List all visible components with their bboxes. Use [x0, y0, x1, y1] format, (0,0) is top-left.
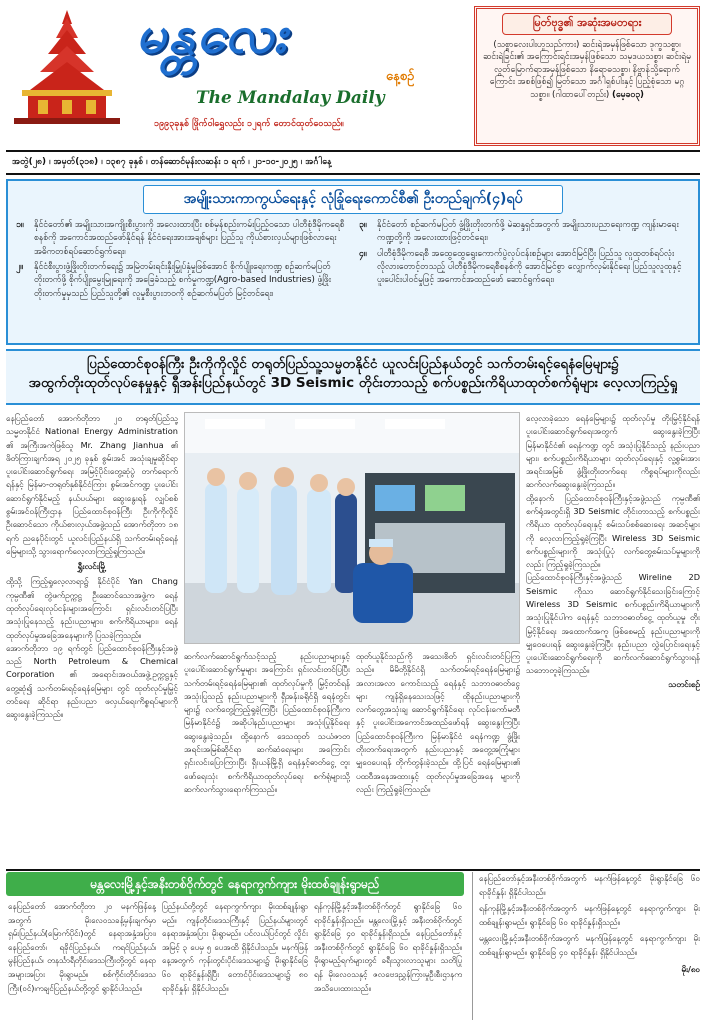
policy-columns	[16, 219, 690, 303]
article-paragraph: ပြည်ထောင်စုဝန်ကြီးနှင့်အဖွဲ့သည် Wireline 2D Seismic ကိုသာ ဆောင်ရွက်နိုင်သေးခြင်းကြောင့် Wireless 3D Seismic စက်ပစ္စည်းကိရိယာများကို အသုံးပြုနိုင်ပါက ရေနံနှင့် သဘာဝဓာတ်ငွေ့ ထုတ်ယူမှု တိုးမြှင့်နိုင်ရေး အထောက်အကူ ဖြစ်စေမည့် နည်းပညာများကို မျှဝေပေးရန် ဆွေးနွေးခဲ့ကြပြီး နည်းပညာ လွှဲပြောင်းရေးနှင့် ပူးပေါင်းဆောင်ရွက်ရေးကို ဆက်လက်ဆောင်ရွက်သွားရန် သဘောတူခဲ့ကြသည်။	[526, 572, 700, 676]
weather-column-2: ပြည်နယ်တို့တွင် နေရာကွက်ကျား မိုးထစ်ချုန်းရွာမည်။ ကျန်တိုင်းဒေသကြီးနှင့် ပြည်နယ်များတွင် နေရာအနှံ့အပြား မိုးရွာမည်။ ပင်လယ်ပြင်တွင် လှိုင်းအမြင့် ၃ ပေမှ ၅ ပေအထိ ရှိနိုင်ပါသည်။ မနက်ဖြန်နေ့အတွက် ကုန်းတွင်းပိုင်းဒေသများ၌ မိုးရွာနိုင်ခြေ ၆၀ ရာခိုင်နှုန်းရှိပြီး တောင်ပိုင်းဒေသများ၌ ၈၀ ရာခိုင်နှုန်း ရှိနိုင်ပါသည်။	[162, 902, 308, 993]
article-credit: သတင်းစဉ်	[668, 678, 700, 689]
forecast-signoff: မိုး/၈၀	[681, 964, 700, 974]
english-title: The Mandalay Daily	[196, 88, 385, 108]
forecast-item: မန္တလေးမြို့နှင့်အနီးတစ်ဝိုက်အတွက် မနက်ဖြန်နေ့တွင် နေရာကွက်ကျား မိုးထစ်ချုန်းရွာမည်။ ရွာနိုင်ခြေ ၄၀ ရာခိုင်နှုန်း ရှိနိုင်ပါသည်။	[479, 934, 700, 957]
policy-right	[359, 219, 690, 303]
policy-item	[16, 261, 347, 301]
policy-item	[359, 248, 690, 288]
headline-line-1: ပြည်ထောင်စုဝန်ကြီး ဦးကိုကိုလှိုင် တရုတ်ပြည်သူ့သမ္မတနိုင်ငံ ယူလင်းပြည်နယ်တွင် သက်တမ်းရင့်ရေနံမြေများ၌	[87, 356, 619, 372]
motto-title: မြတ်ဗုဒ္ဓ၏ အဆုံးအမတရား	[502, 13, 672, 35]
policy-num: ၄။	[359, 248, 367, 259]
motto-body	[483, 39, 691, 101]
policy-num: ၂။	[16, 261, 23, 272]
brand-suffix: နေ့စဉ်	[386, 69, 415, 84]
article-photo	[184, 412, 520, 644]
dateline: အတွဲ(၂၈) ၊ အမှတ်(၃၁၈) ၊ ၁၃၈၇ ခုနှစ် ၊ တန်ဆောင်မုန်းလဆန်း ၁ ရက် ၊ ၂၁-၁၀-၂၀၂၅ ၊ အင်္ဂါနေ့	[6, 150, 700, 175]
policy-text: နိုင်ငံတော်၏ အမျိုးသားအကျိုးစီးပွားကို အလေးထားပြီး စစ်မှန်စည်းကမ်းပြည့်ဝသော ပါတီစုံဒီမိုကရေစီစနစ်ကို အကောင်အထည်ဖော်နိုင်ရန် နိုင်ငံရေးအားအချစ်များ ပြည်သူ ကိုယ်စားလှယ်များဖြစ်လာရေး အဓိကတစ်ရပ်ဆောင်ရွက်ရေး၊	[34, 220, 345, 257]
motto-ref: (မေ့ခ၀၃)	[612, 89, 644, 100]
motto-box	[474, 6, 700, 146]
policy-item	[359, 219, 690, 246]
weather-column-3: ရန်ကုန်မြို့နှင့်အနီးတစ်ဝိုက်တွင် ရွာနိုင်ခြေ ၆၀ ရာခိုင်နှုန်းရှိသည်။ မန္တလေးမြို့နှင့် အနီးတစ်ဝိုက်တွင် ရွာနိုင်ခြေ ၄၀ ရာခိုင်နှုန်းရှိသည်။ နေပြည်တော်နှင့် အနီးတစ်ဝိုက်တွင် ရွာနိုင်ခြေ ၆၀ ရာခိုင်နှုန်းရှိသည်။ မိုးရွာမည့်ရက်များတွင် ခရီးသွားလာသူများ သတိပြုရန် မိုးလေဝသနှင့် ဇလဗေဒညွှန်ကြားမှုဦးစီးဌာနက အသိပေးထားသည်။	[314, 902, 462, 993]
headline-line-2: အထွက်တိုးထုတ်လုပ်နေမှုနှင့် ရှီအန်းပြည်နယ်တွင် 3D Seismic တိုင်းတာသည့် စက်ပစ္စည်းကိရိယာထုတ်စက်ရုံများ လေ့လာကြည့်ရှု	[28, 374, 678, 391]
forecast-item: နေပြည်တော်နှင့်အနီးတစ်ဝိုက်အတွက် မနက်ဖြန်နေ့တွင် မိုးရွာနိုင်ခြေ ၆၀ ရာခိုင်နှုန်း ရှိနိုင်ပါသည်။	[479, 874, 700, 897]
article-column-mid-2: ထုတ်ယူနိုင်သည်ကို အသေးစိတ် ရှင်းလင်းတင်ပြကြသည်။ မိမိတို့နိုင်ငံရှိ သက်တမ်းရင့်ရေနံမြေများ၌ အလားအလာ ကောင်းသည့် ရေနံနှင့် သဘာဝဓာတ်ငွေ့ များ ကျန်ရှိနေသေးသဖြင့် ထိုနည်းပညာများကို လက်တွေ့အသုံးချ ဆောင်ရွက်နိုင်ရေး လုပ်ငန်းကော်မတီနှင့် ပူးပေါင်းအကောင်အထည်ဖော်ရန် ဆွေးနွေးကြပြီး ပြည်ထောင်စုဝန်ကြီးက မြန်မာနိုင်ငံ ရေနံကဏ္ဍ ဖွံ့ဖြိုးတိုးတက်ရေးအတွက် နည်းပညာနှင့် အတွေ့အကြုံများ မျှဝေပေးရန် တိုက်တွန်းခဲ့သည်။ ထို့ပြင် ရေနံမြေများ၏ ပထဝီအနေအထားနှင့် ထုတ်လုပ်မှုအခြေအနေ များကိုလည်း ကြည့်ရှုခဲ့ကြသည်။	[356, 651, 520, 794]
policy-text: နိုင်ငံစီးပွားဖွံ့ဖြိုးတိုးတက်ရေး၌ အမြဲတမ်းရင်းနှီးမြှုပ်နှံမှုဖြစ်အောင် စိုက်ပျိုးရေးကဏ္ဍ စဉ်ဆက်မပြတ်တိုးတက်ဖို့ စိုက်ပျိုးမွေးမြူရေးကို အခြေခံသည့် စက်မှုကဏ္ဍ(Agro-based Industries) ဖွံ့ဖြိုးတိုးတက်မှုမှသည် ပြည်သူတို့၏ လူမှုစီးပွားဘဝကို စဉ်ဆက်မပြတ် မြင့်တင်ရေး၊	[34, 261, 331, 299]
article-paragraph: ထို့သို့ ကြည့်ရှုလေ့လာရာ၌ နိုင်ငံပိုင် Yan Chang ကုမ္ပဏီ၏ တွဲဖက်ဥက္ကဋ္ဌ ဦးဆောင်သောအဖွဲ့က ရေနံ ထုတ်လုပ်ရေးလုပ်ငန်းများအကြောင်း ရှင်းလင်းတင်ပြပြီး အသုံးပြုနေသည့် နည်းပညာများ၊ စက်ကိရိယာများ၊ ရေနံထုတ်လုပ်မှုအခြေအနေများကို ပြသခဲ့ကြသည်။	[6, 576, 178, 640]
article-subhead: ရွှီးလင်းမြို့	[77, 561, 107, 572]
article-column-left	[6, 412, 178, 864]
article-paragraph: လေ့လာခဲ့သော ရေနံမြေများ၌ ထုတ်လုပ်မှု တိုးမြှင့်နိုင်ရန် ပူးပေါင်းဆောင်ရွက်ရေးအတွက် ဆွေးနွေးခဲ့ကြပြီး မြန်မာနိုင်ငံ၏ ရေနံကဏ္ဍ တွင် အသုံးပြုနိုင်သည့် နည်းပညာများ၊ စက်ပစ္စည်းကိရိယာများ ထုတ်လုပ်ရေးနှင့် လူ့စွမ်းအားအရင်းအမြစ် ဖွံ့ဖြိုးတိုးတက်ရေး ကိစ္စရပ်များကိုလည်း ဆက်လက်ဆွေးနွေးခဲ့ကြသည်။	[526, 413, 700, 490]
policy-item	[16, 219, 347, 259]
policy-left	[16, 219, 347, 303]
weather-forecast-box	[472, 872, 700, 1020]
palace-logo	[8, 8, 126, 128]
main-headline	[6, 349, 700, 405]
policy-num: ၁။	[16, 220, 24, 230]
policy-num: ၃။	[359, 220, 367, 230]
policy-text: နိုင်ငံတော် စဉ်ဆက်မပြတ် ဖွံ့ဖြိုးတိုးတက်ဖို့ မဲဆန္ဒရှင်အတွက် အမျိုးသားပညာရေးကဏ္ဍ ကျန်းမာရေးကဏ္ဍတို့ကို အလေးထားဖြင့်တင်ရေး၊	[377, 220, 679, 244]
weather-column-1: နေပြည်တော် အောက်တိုဘာ ၂၀ မနက်ဖြန်နေ့အတွက် မိုးလေဝသခန့်မှန်းချက်မှာ ရှမ်းပြည်နယ်(မြောက်ပိုင်း)တွင် နေရာအနှံ့အပြား၊ နေပြည်တော်၊ ရခိုင်ပြည်နယ်၊ ကရင်ပြည်နယ်၊ မွန်ပြည်နယ်၊ တနင်္သာရီတိုင်းဒေသကြီးတို့တွင် နေရာအများအပြား မိုးရွာမည်။ စစ်ကိုင်းတိုင်းဒေသကြီး(ဝင်)၊ကချင်ပြည်နယ်တို့တွင် ရွာနိုင်ပါသည်။	[8, 902, 156, 993]
article-paragraph: ထို့နောက် ပြည်ထောင်စုဝန်ကြီးနှင့်အဖွဲ့သည် ကုမ္ပဏီ၏ စက်ရုံအတွင်းရှိ 3D Seismic တိုင်းတာသည့် စက်ပစ္စည်းကိရိယာ ထုတ်လုပ်ရေးနှင့် စမ်းသပ်စစ်ဆေးရေး အဆင့်များကို လေ့လာကြည့်ရှုခဲ့ကြပြီး Wireless 3D Seismic စက်ပစ္စည်းများကို အသုံးပြုပုံ လက်တွေ့စမ်းသပ်မှုများကိုလည်း ကြည့်ရှုခဲ့ကြသည်။	[526, 492, 700, 570]
policy-text: ပါတီစုံဒီမိုကရေစီ အထွေထွေရွေးကောက်ပွဲလုပ်ငန်းစဉ်များ အောင်မြင်ပြီး ပြည်သူ လူထုတစ်ရပ်လုံး လိုလားတောင့်တသည့် ပါတီစုံဒီမိုကရေစီစနစ်ကို အောင်မြင်စွာ လျှောက်လှမ်းနိုင်ရေး ပြည်သူလူထုနှင့် ပူးပေါင်းပါဝင်မှုဖြင့် အကောင်အထည်ဖော် ဆောင်ရွက်ရေး၊	[377, 248, 682, 286]
article-paragraph: အောက်တိုဘာ ၁၉ ရက်တွင် ပြည်ထောင်စုဝန်ကြီးနှင့်အဖွဲ့သည် North Petroleum & Chemical Corporation ၏ အရောင်းအဝယ်အဖွဲ့ဥက္ကဋ္ဌနှင့် တွေ့ဆုံ၍ သက်တမ်းရင့်ရေနံမြေများ တွင် ထုတ်လုပ်မှုမြှင့်တင်ရေး ဆိုင်ရာ နည်းပညာ ဖလှယ်ရေးကိစ္စရပ်များကို ဆွေးနွေးခဲ့ကြသည်။	[6, 642, 178, 720]
article-column-mid-1: ဆက်လက်ဆောင်ရွက်သင့်သည့် နည်းပညာများနှင့် ပူးပေါင်းဆောင်ရွက်မှုများ အကြောင်း ရှင်းလင်းတင်ပြပြီး သက်တမ်းရင့်ရေနံမြေများ၏ ထုတ်လုပ်မှုကို မြှင့်တင်ရန် အသုံးပြုသည့် နည်းပညာများကို ရှီအန်းခရိုင်ရှိ ရေနံတွင်းများ၌ လက်တွေ့ကြည့်ရှုခဲ့ကြပြီး ပြည်ထောင်စုဝန်ကြီးက မြန်မာနိုင်ငံ၌ အဆိုပါနည်းပညာများ အသုံးပြုနိုင်ရေး ဆွေးနွေးခဲ့သည်။ ထို့နောက် ဒေသထုတ် သယံဇာတ အရင်းအမြစ်ဆိုင်ရာ ဆက်ဆံရေးများ အကြောင်း ရှင်းလင်းပြောကြားပြီး ရှီးယန်မြို့ရှိ ရေနံနှင့်ဓာတ်ငွေ့ တူးဖော်ရေးသုံး စက်ကိရိယာထုတ်လုပ်ရေး စက်ရုံများသို့ ဆက်လက်သွားရောက်ကြသည်။	[184, 651, 350, 794]
policy-box	[6, 179, 700, 345]
policy-title: အမျိုးသားကာကွယ်ရေးနှင့် လုံခြုံရေးကောင်စီ၏ ဦးတည်ချက်(၄)ရပ်	[143, 185, 563, 214]
brand-name: မန္တလေး	[136, 4, 289, 65]
forecast-item: ရန်ကုန်မြို့နှင့်အနီးတစ်ဝိုက်အတွက် မနက်ဖြန်နေ့တွင် နေရာကွက်ကျား မိုးထစ်ချုန်းရွာမည်။ ရွာနိုင်ခြေ ၆၀ ရာခိုင်နှုန်းရှိသည်။	[479, 904, 700, 927]
article-column-right	[526, 412, 700, 864]
motto-text: (သစ္စာလေးပါးဟူသည်ကား) ဆင်းရဲအမှန်ဖြစ်သော ဒုက္ခသစ္စာ၊ ဆင်းရဲခြင်း၏ အကြောင်းရင်းအမှန်ဖြစ်သော သမုဒယသစ္စာ၊ ဆင်းရဲမှ လွတ်မြောက်ရာအမှန်ဖြစ်သော နိရောဓသစ္စာ၊ နိဗ္ဗာန်သို့ရောက်ကြောင်း အစစ်ဖြစ်၍ မြတ်သော အင်္ဂါရှစ်ပါးနှင့် ပြည့်စုံသော မဂ္ဂသစ္စာ။ (ဂါထာပေါ်တည်း)	[483, 40, 691, 100]
weather-headline: မန္တလေးမြို့နှင့်အနီးတစ်ဝိုက်တွင် နေရာကွက်ကျား မိုးထစ်ချုန်းရွာမည်	[6, 872, 464, 896]
tagline: ၁၉၉၃ခုနှစ် ဖြိုက်ဝါရွှေလည်း ၁၂ရက် တောင်ထုတ်ဝေသည်။	[154, 119, 344, 129]
article-paragraph: နေပြည်တော် အောက်တိုဘာ ၂၀ တရုတ်ပြည်သူ့သမ္မတနိုင်ငံ National Energy Administration ၏ အကြီးအကဲဖြစ်သူ Mr. Zhang Jianhua ၏ ဖိတ်ကြားချက်အရ ၂၀၂၅ ခုနှစ် စွမ်းအင် အသုံးချမှုဆိုင်ရာ ပူးပေါင်းဆောင်ရွက်ရေး အမြင့်ပိုင်းတွေ့ဆုံပွဲ တက်ရောက်ရန်နှင့် မြန်မာ-တရုတ်နှစ်နိုင်ငံကြား စွမ်းအင်ကဏ္ဍ ပူးပေါင်းဆောင်ရွက်နိုင်မည့် နယ်ပယ်များ ဆွေးနွေးရန် လျှပ်စစ်စွမ်းအင်ဝန်ကြီးဌာန ပြည်ထောင်စုဝန်ကြီး ဦးကိုကိုလှိုင် ဦးဆောင်သော ကိုယ်စားလှယ်အဖွဲ့သည် အောက်တိုဘာ ၁၈ ရက် ညနေပိုင်းတွင် ယူလင်းပြည်နယ်ရှိ သက်တမ်းရင့်ရေနံမြေများသို့ သွားရောက်လေ့လာကြည့်ရှုကြသည်။	[6, 413, 178, 556]
